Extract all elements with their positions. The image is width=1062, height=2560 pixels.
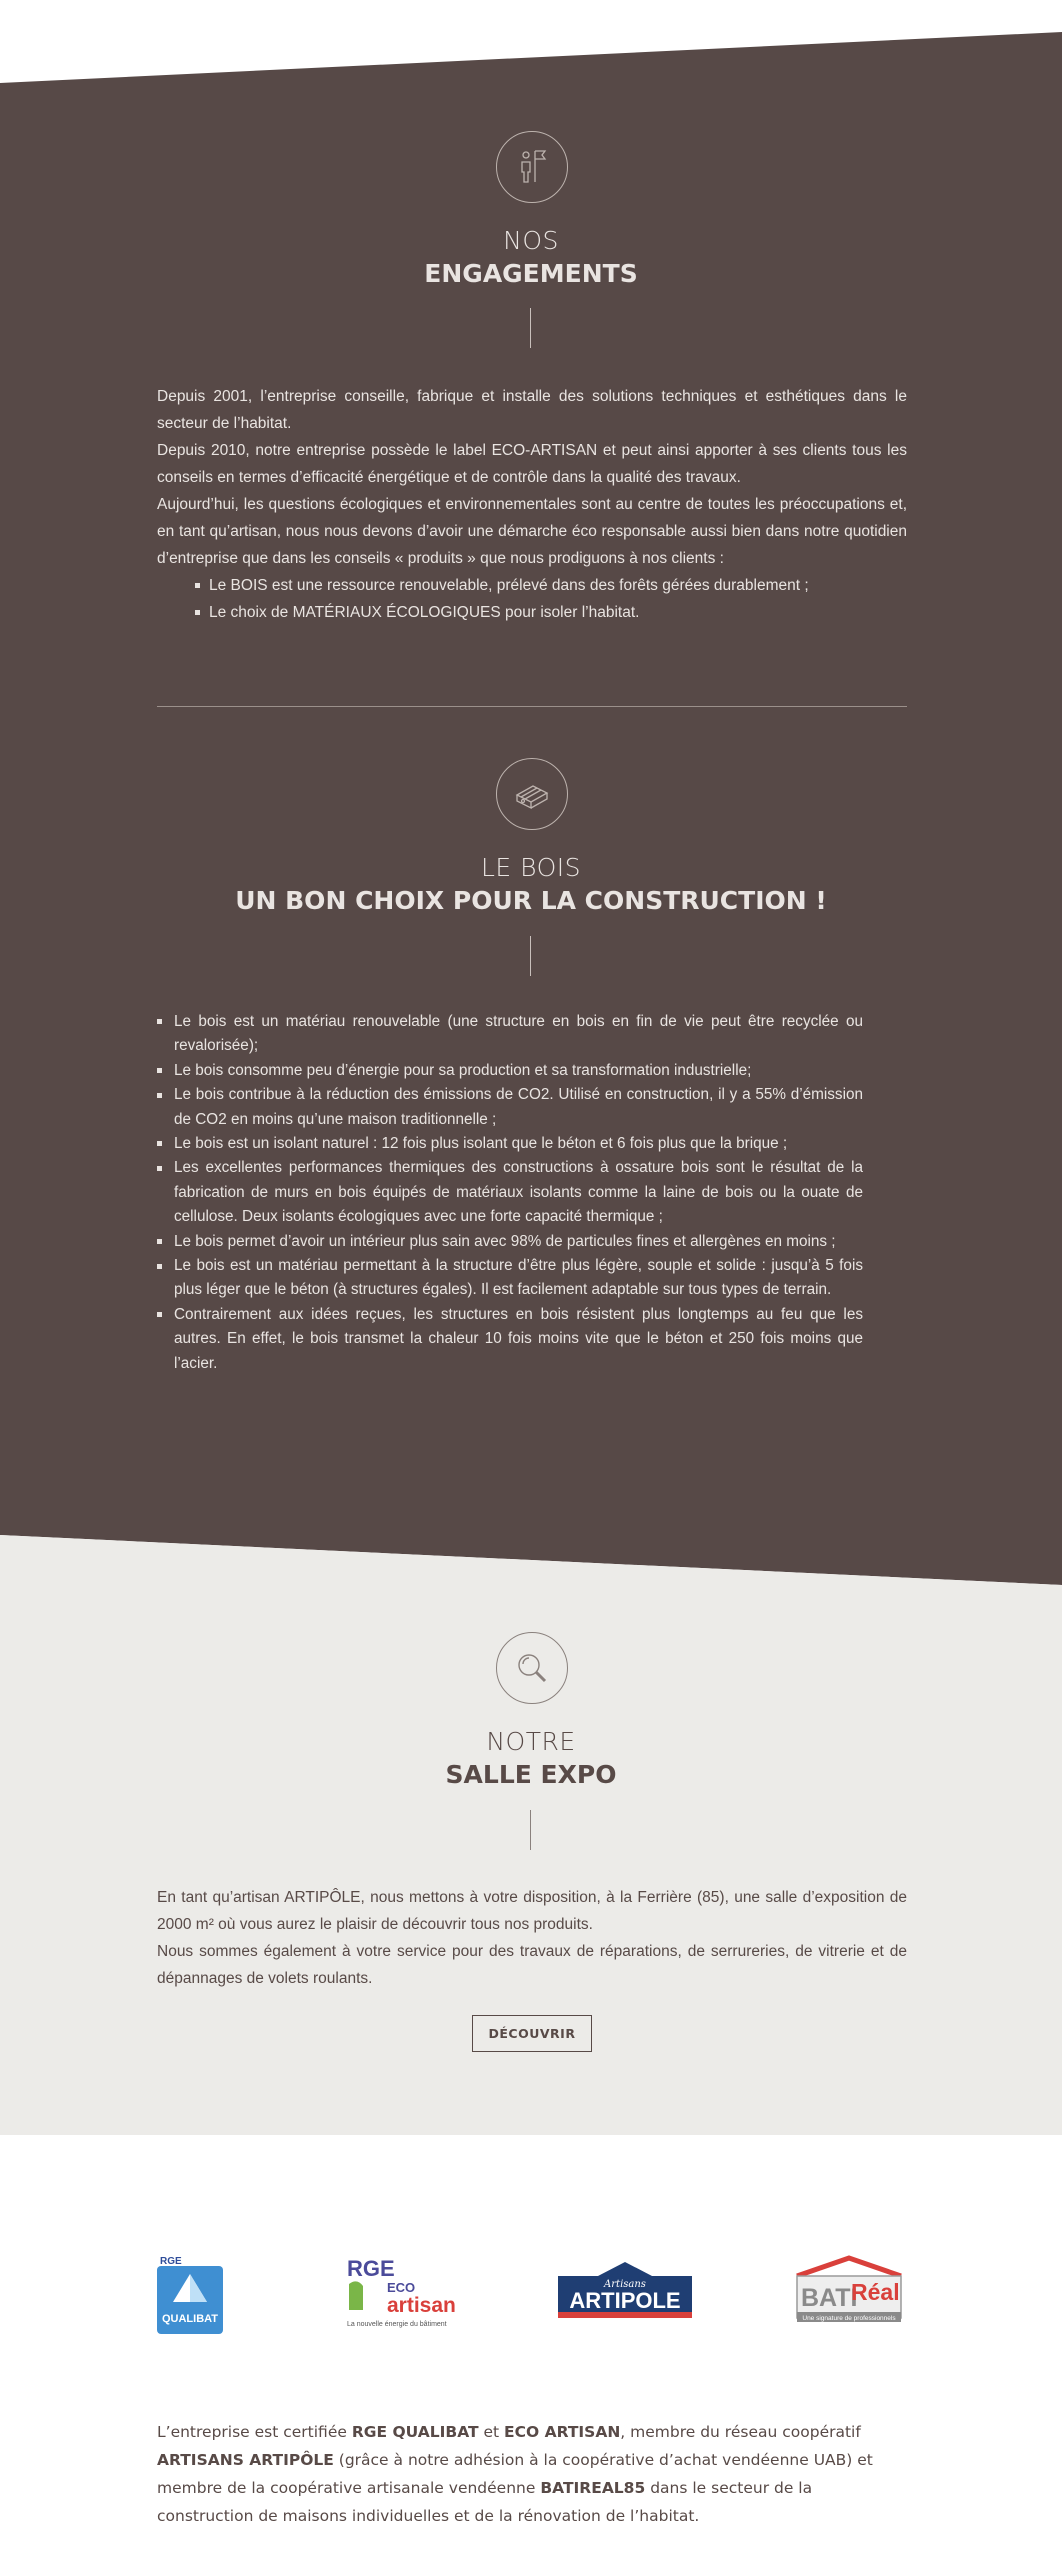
engagements-paragraph: Aujourd’hui, les questions écologiques et environnementales sont au centre de toutes les préoccupations et, en tant qu’artisan, nous nous devons d’avoir une démarche éco responsable aussi bien dans notre quotidien d’entreprise que dans les conseils « produits » que nous prodiguons à nos clients : xyxy=(157,496,907,567)
artisan-text: artisan xyxy=(387,2294,456,2317)
engagements-list xyxy=(157,572,907,626)
section-separator xyxy=(157,706,907,707)
bois-list xyxy=(157,1010,863,1376)
batireal-bati-text: BATI xyxy=(801,2284,858,2312)
certification-text: L’entreprise est certifiée RGE QUALIBAT et ECO ARTISAN, membre du réseau coopératif ARTISANS ARTIPÔLE (grâce à notre adhésion à la coopérative d’achat vendéenne UAB) et membre de la coopérative artisanale vendéenne BATIREAL85 dans le secteur de la construction de maisons individuelles et de la rénovation de l’habitat. xyxy=(157,2423,873,2525)
eco-rge-text: RGE xyxy=(347,2256,395,2281)
title-divider xyxy=(530,936,531,976)
engagements-title xyxy=(0,225,1062,291)
expo-text xyxy=(157,1884,907,1992)
list-item: Le bois contribue à la réduction des émissions de CO2. Utilisé en construction, il y a 55% d’émission de CO2 en moins qu’une maison traditionnelle ; xyxy=(157,1083,863,1132)
expo-title-light: NOTRE xyxy=(486,1727,576,1756)
eco-tagline: La nouvelle énergie du bâtiment xyxy=(347,2321,447,2328)
list-item: Le bois permet d’avoir un intérieur plus sain avec 98% de particules fines et allergènes en moins ; xyxy=(157,1230,863,1254)
engagements-title-bold: ENGAGEMENTS xyxy=(424,259,638,288)
list-item: Le bois est un isolant naturel : 12 fois plus isolant que le béton et 6 fois plus que la brique ; xyxy=(157,1132,863,1156)
qualibat-rge-text: RGE xyxy=(160,2256,182,2267)
engagements-paragraph: Depuis 2010, notre entreprise possède le label ECO-ARTISAN et peut ainsi apporter à ses clients tous les conseils en termes d’efficacité énergétique et de contrôle dans la qualité des travaux. xyxy=(157,442,907,486)
decouvrir-button[interactable]: DÉCOUVRIR xyxy=(472,2015,592,2052)
magnifier-icon xyxy=(496,1632,568,1704)
title-divider xyxy=(530,308,531,348)
title-divider xyxy=(530,1810,531,1850)
list-item: Le bois est un matériau permettant à la structure d’être plus légère, souple et solide : jusqu’à 5 fois plus léger que le béton (à structures égales). Il est facilement adaptable sur tous types de terrain. xyxy=(157,1254,863,1303)
list-item: Le BOIS est une ressource renouvelable, prélevé dans des forêts gérées durablement ; xyxy=(195,572,907,599)
eco-text: ECO xyxy=(387,2280,416,2295)
list-item: Contrairement aux idées reçues, les structures en bois résistent plus longtemps au feu que les autres. En effet, le bois transmet la chaleur 10 fois moins vite que le béton et 250 fois moins que l’acier. xyxy=(157,1303,863,1376)
artipole-big-text: ARTIPOLE xyxy=(569,2288,681,2313)
engagements-text xyxy=(157,383,907,626)
artipole-logo xyxy=(558,2262,692,2318)
wood-plank-icon xyxy=(496,758,568,830)
engagements-paragraph: Depuis 2001, l’entreprise conseille, fabrique et installe des solutions techniques et esthétiques dans le secteur de l’habitat. xyxy=(157,388,907,432)
list-item: Le bois consomme peu d’énergie pour sa production et sa transformation industrielle; xyxy=(157,1059,863,1083)
batireal-tagline: Une signature de professionnels xyxy=(802,2315,896,2322)
person-flag-icon xyxy=(496,131,568,203)
artipole-small-text: Artisans xyxy=(604,2279,646,2290)
batireal-logo xyxy=(793,2254,905,2326)
bois-title-bold: UN BON CHOIX POUR LA CONSTRUCTION ! xyxy=(235,886,827,915)
bois-title xyxy=(0,852,1062,918)
engagements-title-light: NOS xyxy=(503,226,559,255)
list-item: Le bois est un matériau renouvelable (une structure en bois en fin de vie peut être recyclée ou revalorisée); xyxy=(157,1010,863,1059)
expo-paragraph: Nous sommes également à votre service pour des travaux de réparations, de serrureries, de vitrerie et de dépannages de volets roulants. xyxy=(157,1943,907,1987)
qualibat-logo xyxy=(157,2254,223,2334)
expo-paragraph: En tant qu’artisan ARTIPÔLE, nous mettons à votre disposition, à la Ferrière (85), une salle d’exposition de 2000 m² où vous aurez le plaisir de découvrir tous nos produits. xyxy=(157,1889,907,1933)
list-item: Le choix de MATÉRIAUX ÉCOLOGIQUES pour isoler l’habitat. xyxy=(195,599,907,626)
expo-title xyxy=(0,1726,1062,1792)
expo-title-bold: SALLE EXPO xyxy=(445,1760,617,1789)
batireal-real-text: Réal xyxy=(851,2279,900,2305)
list-item: Les excellentes performances thermiques des constructions à ossature bois sont le résultat de la fabrication de murs en bois équipés de matériaux isolants comme la laine de bois ou la ouate de cellulose. Deux isolants écologiques avec une forte capacité thermique ; xyxy=(157,1156,863,1229)
qualibat-text: QUALIBAT xyxy=(161,2313,219,2325)
bois-title-light: LE BOIS xyxy=(480,853,582,882)
eco-artisan-logo xyxy=(345,2256,460,2330)
